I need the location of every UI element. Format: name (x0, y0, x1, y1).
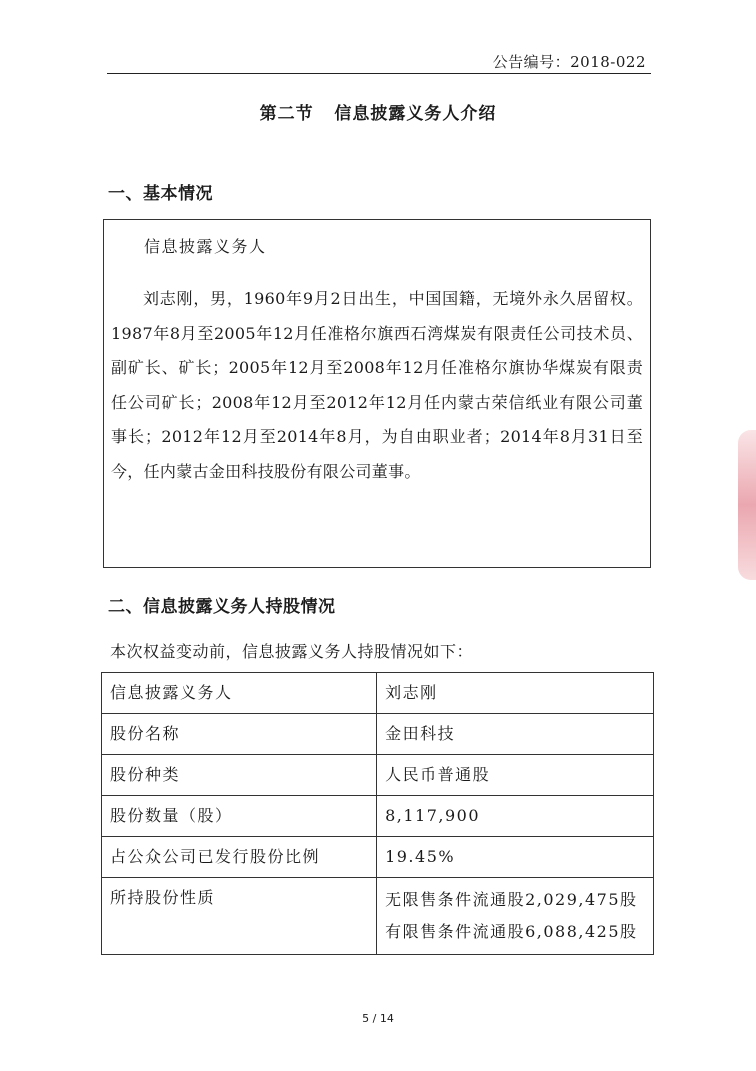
table-row (102, 878, 654, 955)
row-value (377, 878, 654, 955)
restricted-shares: 有限售条件流通股6,088,425股 (385, 922, 638, 941)
row-value: 金田科技 (377, 714, 654, 755)
announcement-number: 公告编号：2018-022 (492, 53, 646, 71)
basic-info-heading: 一、基本情况 (108, 184, 213, 204)
row-value: 刘志刚 (377, 673, 654, 714)
page-number: 5 / 14 (362, 1012, 394, 1025)
box-title: 信息披露义务人 (144, 237, 267, 256)
table-row (102, 673, 654, 714)
seal-stamp-edge (738, 430, 756, 580)
unrestricted-shares: 无限售条件流通股2,029,475股 (385, 890, 638, 909)
row-label: 占公众公司已发行股份比例 (102, 837, 377, 878)
header-rule (107, 73, 651, 74)
holdings-intro: 本次权益变动前，信息披露义务人持股情况如下： (110, 642, 474, 661)
section-title: 第二节 信息披露义务人介绍 (259, 104, 497, 124)
bio-paragraph: 刘志刚，男，1960年9月2日出生，中国国籍，无境外永久居留权。1987年8月至2005年12月任准格尔旗西石湾煤炭有限责任公司技术员、副矿长、矿长；2005年12月至2008年12月任准格尔旗协华煤炭有限责任公司矿长；2008年12月至2012年12月任内蒙古荣信纸业有限公司董事长；2012年12月至2014年8月，为自由职业者；2014年8月31日至今，任内蒙古金田科技股份有限公司董事。 (111, 289, 643, 481)
row-label: 股份种类 (102, 755, 377, 796)
table-row (102, 714, 654, 755)
holdings-table (101, 672, 654, 955)
table-row (102, 755, 654, 796)
table-row (102, 796, 654, 837)
table-row (102, 837, 654, 878)
basic-info-box (103, 219, 651, 568)
row-value: 8,117,900 (377, 796, 654, 837)
row-label: 所持股份性质 (102, 878, 377, 955)
row-label: 股份数量（股） (102, 796, 377, 837)
row-label: 股份名称 (102, 714, 377, 755)
row-value: 19.45% (377, 837, 654, 878)
row-label: 信息披露义务人 (102, 673, 377, 714)
holdings-heading: 二、信息披露义务人持股情况 (108, 597, 336, 617)
row-value: 人民币普通股 (377, 755, 654, 796)
